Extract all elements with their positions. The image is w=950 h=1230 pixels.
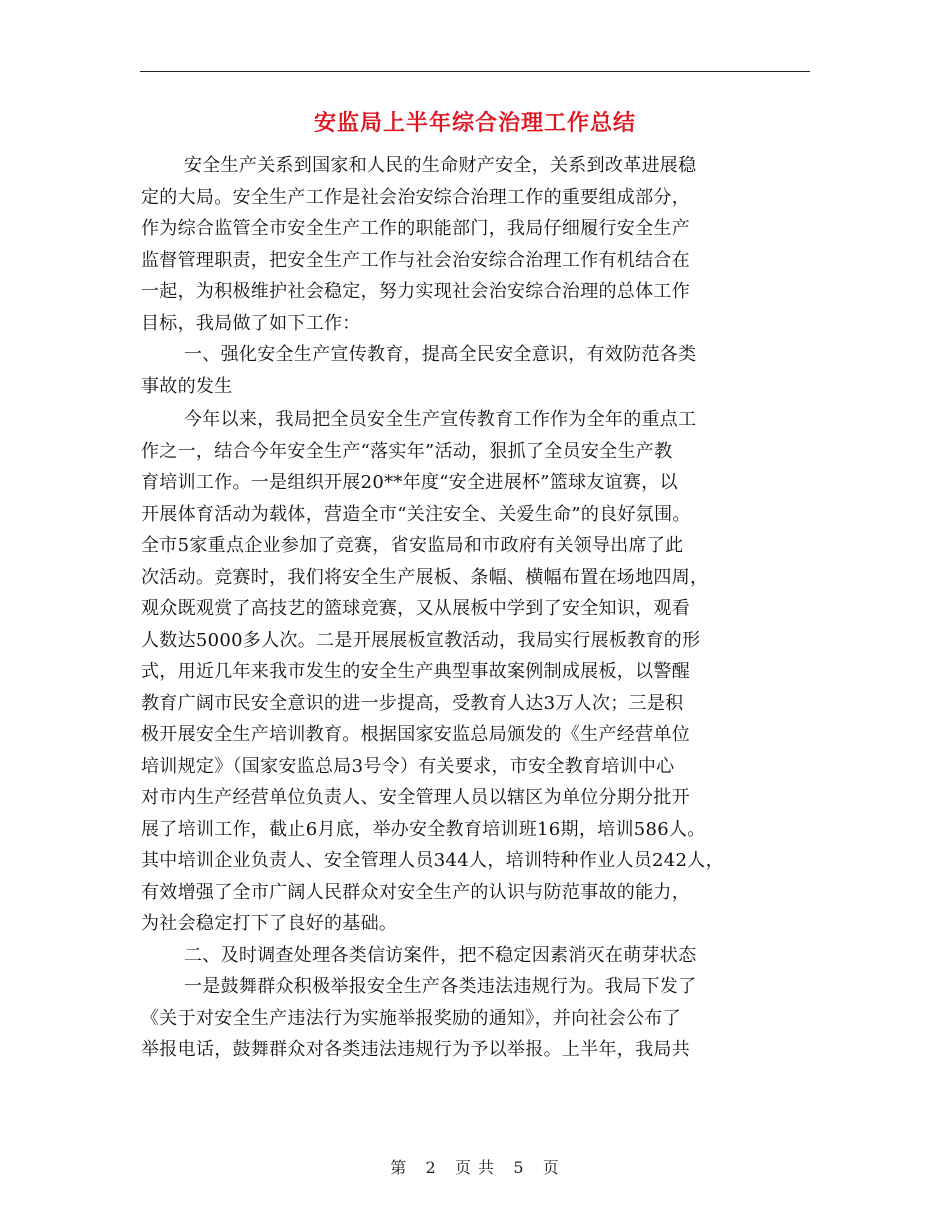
paragraph-line: 式，用近几年来我市发生的安全生产典型事故案例制成展板，以警醒 xyxy=(141,661,690,682)
page-number-middle: 页 共 xyxy=(454,1158,496,1177)
document-body xyxy=(141,150,813,1066)
document-title: 安监局上半年综合治理工作总结 xyxy=(313,111,636,136)
paragraph-line: 有效增强了全市广阔人民群众对安全生产的认识与防范事故的能力， xyxy=(141,881,690,903)
paragraph-line: 开展体育活动为载体，营造全市“关注安全、关爱生命”的良好氛围。 xyxy=(141,503,691,525)
paragraph-line: 对市内生产经营单位负责人、安全管理人员以辖区为单位分期分批开 xyxy=(141,787,690,808)
page-number-prefix: 第 xyxy=(390,1158,408,1177)
paragraph-line: 作之一，结合今年安全生产“落实年”活动，狠抓了全员安全生产教 xyxy=(141,440,673,462)
paragraph-line: 教育广阔市民安全意识的进一步提高，受教育人达3万人次；三是积 xyxy=(141,692,684,714)
paragraph-line: 全市5家重点企业参加了竞赛，省安监局和市政府有关领导出席了此 xyxy=(141,535,684,556)
paragraph-line: 培训规定》（国家安监总局3号令）有关要求，市安全教育培训中心 xyxy=(141,755,675,777)
paragraph-line: 人数达5000多人次。二是开展展板宣教活动，我局实行展板教育的形 xyxy=(141,629,701,651)
paragraph-line: 为社会稳定打下了良好的基础。 xyxy=(141,913,398,934)
page-number-total: 5 xyxy=(513,1158,525,1177)
paragraph-line: 目标，我局做了如下工作： xyxy=(141,312,361,334)
page-number-suffix: 页 xyxy=(542,1158,560,1177)
paragraph-line: 次活动。竞赛时，我们将安全生产展板、条幅、横幅布置在场地四周， xyxy=(141,566,709,588)
paragraph-line: 举报电话，鼓舞群众对各类违法违规行为予以举报。上半年，我局共 xyxy=(141,1039,690,1060)
paragraph-line: 展了培训工作，截止6月底，举办安全教育培训班16期，培训586人。 xyxy=(141,818,706,840)
paragraph-line: 安全生产关系到国家和人民的生命财产安全，关系到改革进展稳 xyxy=(184,155,697,176)
page-footer xyxy=(0,1155,950,1178)
section-heading-line: 事故的发生 xyxy=(141,375,233,397)
paragraph-line: 一起，为积极维护社会稳定，努力实现社会治安综合治理的总体工作 xyxy=(141,281,690,302)
paragraph-line: 定的大局。安全生产工作是社会治安综合治理工作的重要组成部分， xyxy=(141,186,690,208)
section-heading-line: 二、及时调查处理各类信访案件，把不稳定因素消灭在萌芽状态 xyxy=(184,944,697,966)
paragraph-line: 育培训工作。一是组织开展20**年度“安全进展杯”篮球友谊赛，以 xyxy=(141,472,678,493)
paragraph-line: 作为综合监管全市安全生产工作的职能部门，我局仔细履行安全生产 xyxy=(141,218,690,239)
page-number-current: 2 xyxy=(425,1158,437,1177)
paragraph-line: 今年以来，我局把全员安全生产宣传教育工作作为全年的重点工 xyxy=(184,409,697,430)
paragraph-line: 观众既观赏了高技艺的篮球竞赛，又从展板中学到了安全知识，观看 xyxy=(141,598,690,619)
paragraph-line: 其中培训企业负责人、安全管理人员344人，培训特种作业人员242人， xyxy=(141,850,724,871)
header-rule xyxy=(140,71,810,72)
section-heading-line: 一、强化安全生产宣传教育，提高全民安全意识，有效防范各类 xyxy=(184,344,697,365)
paragraph-line: 《关于对安全生产违法行为实施举报奖励的通知》，并向社会公布了 xyxy=(141,1007,681,1029)
paragraph-line: 监督管理职责，把安全生产工作与社会治安综合治理工作有机结合在 xyxy=(141,249,690,271)
paragraph-line: 极开展安全生产培训教育。根据国家安监总局颁发的《生产经营单位 xyxy=(141,724,690,745)
paragraph-line: 一是鼓舞群众积极举报安全生产各类违法违规行为。我局下发了 xyxy=(184,976,697,997)
